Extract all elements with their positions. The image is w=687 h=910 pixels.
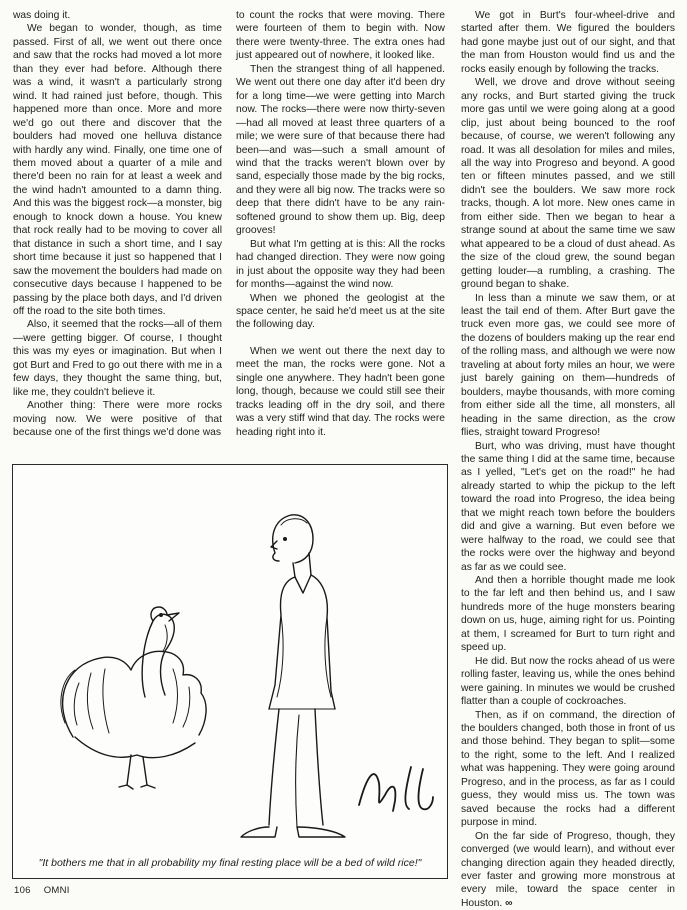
paragraph: Then the strangest thing of all happened. We went out there one day after it'd been dry for a long time—we were getting into March now. The rocks—there were now thirty-seven—had all moved at least three quarters of a mile; we were sure of that because there had been—and was—such a small amount of wind that the tracks weren't blown over by sand, especially those made by the big rocks, and they were all big now. The tracks were so deep that there didn't have to be any rain-softened ground to show them up. Big, deep grooves!	[236, 63, 445, 237]
paragraph: Burt, who was driving, must have thought the same thing I did at the same time, because as I yelled, "Let's get on the road!" he had already started to whip the pickup to the left toward the road into Progreso, the idea being that we might reach town before the boulders did and give a warning. But even before we were halfway to the road, we could see that the rocks were over the highway and beyond as far as we could see.	[461, 440, 675, 573]
end-mark-icon: ∞	[505, 897, 512, 909]
paragraph: to count the rocks that were moving. There were fourteen of them to begin with. Now there were twenty-three. The extra ones had just appeared out of nowhere, it looked like.	[236, 10, 445, 62]
paragraph: But what I'm getting at is this: All the rocks had changed direction. They were now going in just about the opposite way they had been for months—against the wind now.	[236, 238, 445, 291]
man-illustration	[241, 515, 345, 837]
paragraph: was doing it.	[13, 10, 71, 21]
cartoon-drawing	[13, 465, 447, 878]
signature	[359, 767, 433, 811]
magazine-name: OMNI	[43, 885, 70, 896]
final-paragraph-text: On the far side of Progreso, though, they converged (we would learn), and without ever changing direction again they headed directly, ever faster and growing more monstrous at every mile, toward the space center in Houston.	[461, 830, 675, 909]
paragraph: Another thing: There were more rocks moving now. We were positive of that because one of the first things we'd done was	[13, 400, 222, 439]
paragraph: When we went out there the next day to meet the man, the rocks were gone. Not a single one anywhere. They hadn't been gone long, though, because we could still see their tracks leading off in the dry soil, and there was a very stiff wind that day. The rocks were heading right into it.	[236, 345, 445, 438]
cartoon	[12, 464, 448, 879]
page-footer	[14, 885, 80, 896]
text-column-1	[13, 9, 222, 440]
paragraph: And then a horrible thought made me look to the far left and then behind us, and I saw hundreds more of the huge monsters bearing down on us, huge, aiming right for us. Pointing at them, I screamed for Burt to turn right and speed up.	[461, 575, 675, 654]
paragraph: When we phoned the geologist at the space center, he said he'd meet us at the site the following day.	[236, 292, 445, 331]
paragraph: He did. But now the rocks ahead of us were rolling faster, leaving us, while the ones behind were gaining. In minutes we would be crushed flatter than a couple of cockroaches.	[461, 655, 675, 708]
paragraph: In less than a minute we saw them, or at least the tail end of them. After Burt gave the truck even more gas, we could see more of the dozens of boulders making up the rear end of the rolling mass, and although we were now traveling at about forty miles an hour, we were just barely gaining on them—hundreds of boulders, maybe thousands, with more coming from either side all the time, all monsters, all heading in the same direction, as the crow flies, straight toward Progreso!	[461, 292, 675, 439]
paragraph: Well, we drove and drove without seeing any rocks, and Burt started giving the truck more gas until we were going along at a good clip, just about being bounced to the roof because, of course, we weren't following any road. It was all desolation for miles and miles, all the way into Progreso and beyond. A good ten or fifteen minutes passed, and we still didn't see the boulders. We saw more rock tracks, though. A lot more. New ones came in from either side. Then we began to hear a strange sound at about the same time we saw what appeared to be a cloud of dust ahead. As the size of the cloud grew, the sound began getting louder—a rumbling, a crashing. The ground began to shake.	[461, 77, 675, 291]
paragraph: Also, it seemed that the rocks—all of them—were getting bigger. Of course, I thought this was my eyes or imagination. But when I got Burt and Fred to go out there with me in a few days, they thought the same thing, but, like me, they couldn't believe it.	[13, 319, 222, 398]
text-column-2	[236, 9, 445, 439]
paragraph	[461, 830, 675, 910]
cartoon-caption: "It bothers me that in all probability my final resting place will be a bed of wild rice!"	[38, 857, 422, 869]
paragraph: We got in Burt's four-wheel-drive and started after them. We figured the boulders had gone maybe just out of our sight, and that the man from Houston would find us and the rocks easily enough by following the tracks.	[461, 10, 675, 75]
turkey-illustration	[61, 607, 206, 789]
text-column-3	[461, 9, 675, 910]
page-number: 106	[14, 885, 31, 896]
paragraph: We began to wonder, though, as time passed. First of all, we went out there once and saw that the rocks had moved a lot more than they ever had before. Although there was a wind, it wasn't a particularly strong wind. It had rained just before, though. This happened more than once. More and more we'd go out there and discover that the boulders had moved one helluva distance with hardly any wind. Finally, one time one of them moved about a quarter of a mile and there'd been no rain for at least a week and the wind hadn't amounted to a damn thing. And this was the biggest rock—a monster, big enough to knock down a house. You knew that rock really had to be moving to cover all that distance in such a short time, and I say short time because it just so happened that I saw the movement the boulders had made on consecutive days because I happened to be passing by the place both days, and I'd driven off the road to the site both times.	[13, 23, 222, 317]
paragraph: Then, as if on command, the direction of the boulders changed, both those in front of us and those behind. They began to split—some to the right, some to the left. And I realized what was happening. They were going around Progreso, and in the process, as far as I could guess, they would miss us. The town was saved because the rocks had a different purpose in mind.	[461, 709, 675, 829]
